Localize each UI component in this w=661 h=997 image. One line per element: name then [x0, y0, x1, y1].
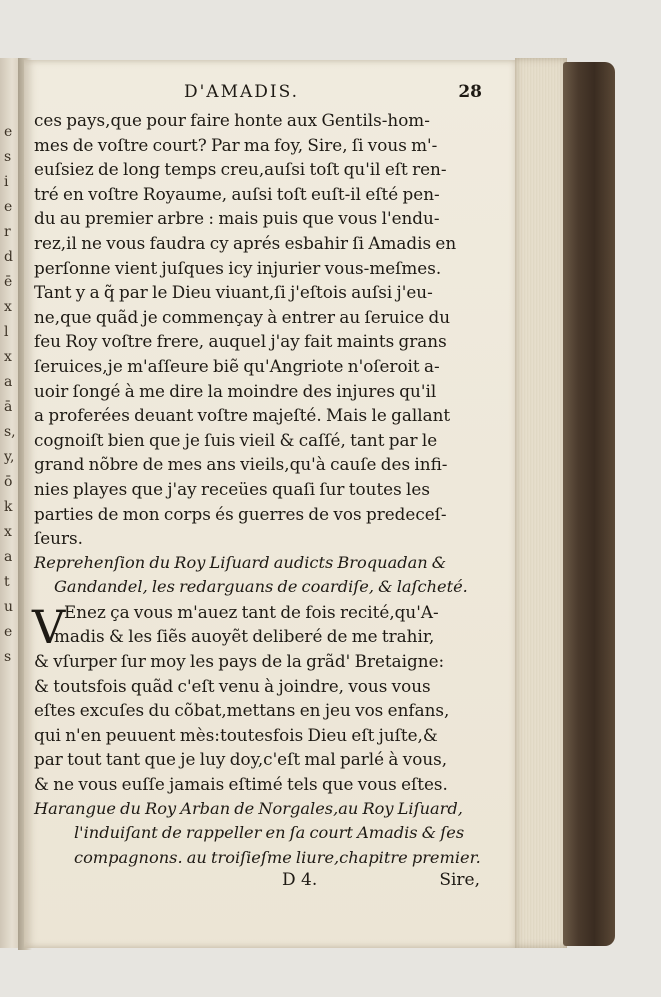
page-text — [34, 82, 480, 896]
text-line-content: Enez ça vous m'auez tant de fois recité,qu'A- — [64, 601, 439, 622]
facing-page-fragment: e — [4, 199, 13, 215]
text-line: ſeruices,je m'aſſeure biẽ qu'Angriote n'oſeroit a- — [34, 355, 440, 376]
facing-page-fragment: ō — [4, 474, 13, 490]
body-paragraph-1 — [34, 108, 480, 551]
signature-mark: D 4. — [282, 870, 318, 891]
heading-line: Reprehenſion du Roy Liſuard audicts Broquadan & — [34, 552, 447, 572]
text-line: & toutsfois quãd c'eſt venu à joindre, vous vous — [34, 675, 431, 696]
text-line: & ne vous euſſe jamais eſtimé tels que vous eſtes. — [34, 774, 448, 795]
text-line: grand nõbre de mes ans vieils,qu'à cauſe des infi- — [34, 454, 448, 475]
facing-page-fragment: a — [4, 374, 13, 390]
facing-page-fragment: l — [4, 324, 9, 340]
section-heading-1 — [34, 551, 480, 600]
facing-page-fragment: e — [4, 624, 13, 640]
facing-page-fragment: d — [4, 249, 13, 265]
text-line: uoir ſongé à me dire la moindre des injures qu'il — [34, 380, 437, 401]
heading-line: compagnons. au troiſieſme liure,chapitre premier. — [74, 847, 481, 867]
page-edges — [515, 58, 567, 948]
running-title: D'AMADIS. — [184, 82, 300, 102]
facing-page-fragment: y, — [4, 449, 15, 465]
facing-page-fragment: s, — [4, 424, 16, 440]
text-line: a proferées deuant voſtre majeſté. Mais le gallant — [34, 405, 451, 426]
drop-cap: V — [32, 599, 66, 654]
text-line: cognoiſt bien que je ſuis vieil & caſſé, tant par le — [34, 429, 438, 450]
text-line: mes de voſtre court? Par ma foy, Sire, ſi vous m'- — [34, 134, 438, 155]
heading-line: Harangue du Roy Arban de Norgales,au Roy Liſuard, — [34, 798, 463, 818]
text-line: nies playes que j'ay receües quaſi ſur toutes les — [34, 478, 430, 499]
text-line: & vſurper ſur moy les pays de la grãd' Bretaigne: — [34, 651, 445, 672]
section-heading-2 — [34, 797, 480, 871]
facing-page-fragment: i — [4, 174, 9, 190]
text-line: ne,que quãd je commençay à entrer au ſeruice du — [34, 306, 451, 327]
facing-page-fragment: u — [4, 599, 14, 615]
facing-page-fragment: e — [4, 124, 13, 140]
facing-page-fragment: r — [4, 224, 11, 240]
facing-page-fragment: t — [4, 574, 10, 590]
facing-page-fragment: a — [4, 549, 13, 565]
text-line: parties de mon corps és guerres de vos predeceſ- — [34, 503, 447, 524]
facing-page-fragment: s — [4, 649, 12, 665]
text-line: Tant y a q̃ par le Dieu viuant,ſi j'eſtois auſsi j'eu- — [34, 282, 433, 303]
text-line: euſsiez de long temps creu,auſsi toſt qu'il eſt ren- — [34, 159, 447, 180]
page-footer — [34, 870, 480, 896]
text-line: rez,il ne vous faudra cy aprés esbahir ſi Amadis en — [34, 232, 457, 253]
running-head — [34, 82, 480, 108]
catchword: Sire, — [439, 870, 480, 891]
body-paragraph-2 — [34, 600, 480, 797]
facing-page-fragment: x — [4, 299, 12, 315]
heading-line: l'induiſant de rappeller en ſa court Amadis & ſes — [74, 823, 465, 843]
facing-page-fragment: ē — [4, 274, 13, 290]
text-line: ces pays,que pour faire honte aux Gentils-hom- — [34, 110, 430, 130]
text-line: tré en voſtre Royaume, auſsi toſt euſt-il eſté pen- — [34, 183, 440, 204]
text-line: qui n'en peuuent mès:toutesfois Dieu eſt juſte,& — [34, 724, 438, 745]
text-line: madis & les ſiẽs auoyẽt deliberé de me trahir, — [54, 626, 435, 647]
facing-page-edge — [0, 58, 20, 948]
facing-page-fragment: k — [4, 499, 13, 515]
text-line: feu Roy voſtre frere, auquel j'ay fait maints grans — [34, 331, 447, 352]
page-number: 28 — [458, 82, 482, 102]
text-line: ſeurs. — [34, 528, 83, 549]
facing-page-fragment: s — [4, 149, 12, 165]
text-line: perſonne vient juſques icy injurier vous-meſmes. — [34, 257, 442, 278]
facing-page-fragment: ā — [4, 399, 13, 415]
facing-page-fragment: x — [4, 524, 12, 540]
heading-line: Gandandel, les redarguans de coardiſe, & laſcheté. — [54, 577, 468, 597]
facing-page-fragment: x — [4, 349, 12, 365]
text-line: par tout tant que je luy doy,c'eſt mal parlé à vous, — [34, 749, 448, 770]
text-line: du au premier arbre : mais puis que vous l'endu- — [34, 208, 440, 229]
text-line: eſtes excuſes du cõbat,mettans en jeu vos enfans, — [34, 700, 450, 721]
book-cover — [563, 62, 615, 946]
